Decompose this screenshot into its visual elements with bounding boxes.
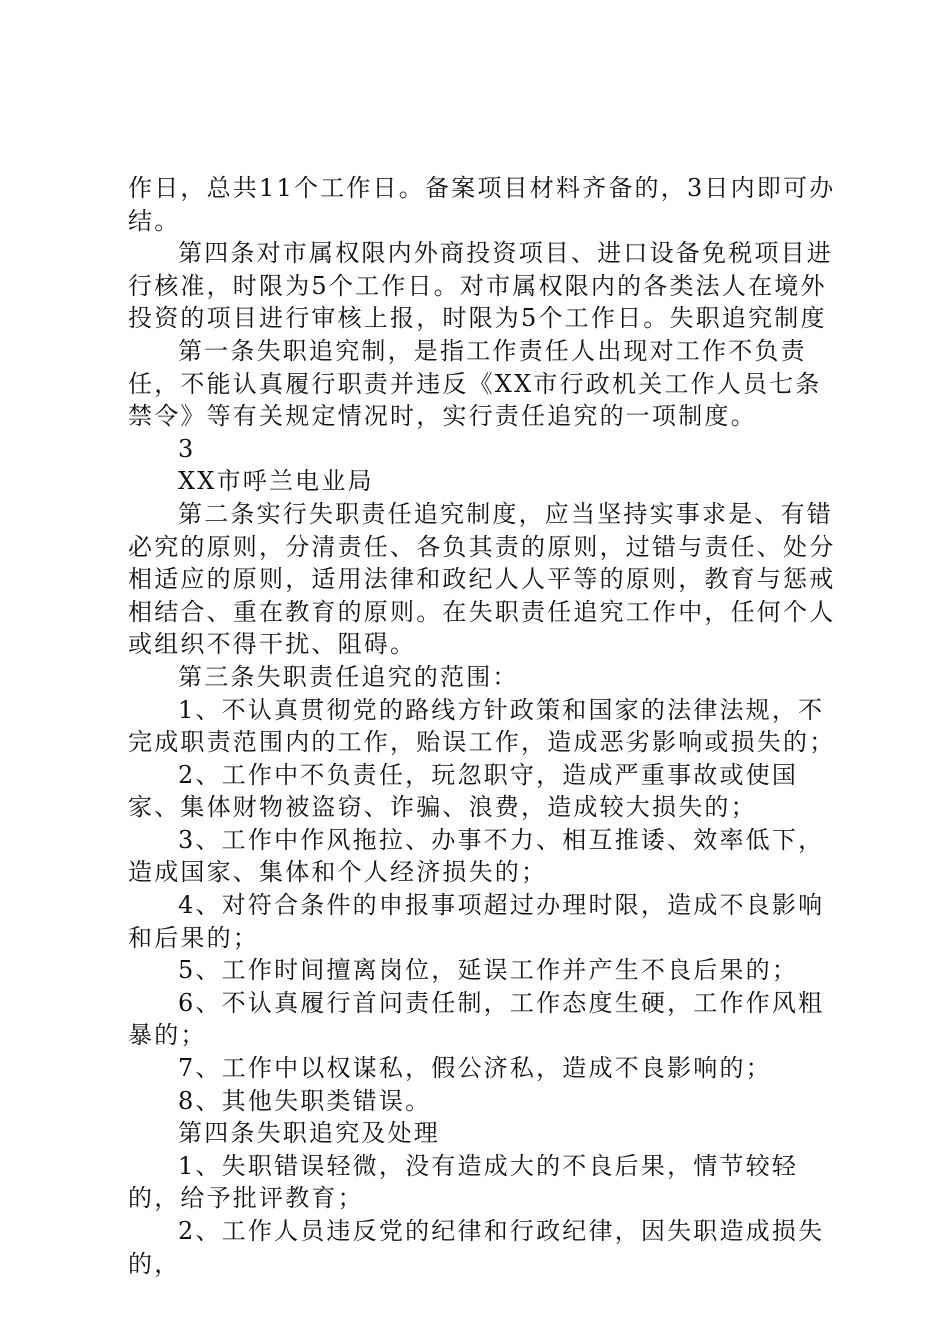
paragraph-continuation: 作日，总共11个工作日。备案项目材料齐备的，3日内即可办结。 [128,174,836,235]
list-item: 4、对符合条件的申报事项超过办理时限，造成不良影响和后果的； [128,891,825,952]
paragraph-article-1-definition: 第一条失职追究制，是指工作责任人出现对工作不负责任，不能认真履行职责并违反《XX市行政机关工作人员七条禁令》等有关规定情况时，实行责任追究的一项制度。 [128,336,822,431]
list-item: 2、工作人员违反党的纪律和行政纪律，因失职造成损失的， [128,1217,825,1278]
list-item: 2、工作中不负责任，玩忽职守，造成严重事故或使国家、集体财物被盗窃、诈骗、浪费，造成较大损失的； [128,760,799,822]
paragraph-article-4-handling: 第四条失职追究及处理 [178,1119,440,1148]
list-item: 3、工作中作风拖拉、办事不力、相互推诿、效率低下，造成国家、集体和个人经济损失的； [128,825,825,887]
paragraph-article-2-principles: 第二条实行失职责任追究制度，应当坚持实事求是、有错必究的原则，分清责任、各负其责的原则，过错与责任、处分相适应的原则，适用法律和政纪人人平等的原则，教育与惩戒相结合、重在教育的原则。在失职责任追究工作中，任何个人或组织不得干扰、阻碍。 [128,499,836,659]
document-body [128,172,838,1280]
list-item: 8、其他失职类错误。 [178,1086,432,1115]
paragraph-article-3-scope: 第三条失职责任追究的范围： [178,662,519,691]
page-number: 3 [178,434,196,463]
paragraph-article-4-approval: 第四条对市属权限内外商投资项目、进口设备免税项目进行核准，时限为5个工作日。对市属权限内的各类法人在境外投资的项目进行审核上报，时限为5个工作日。失职追究制度 [128,239,833,333]
list-item: 1、失职错误轻微，没有造成大的不良后果，情节较轻的，给予批评教育； [128,1151,799,1213]
list-item: 5、工作时间擅离岗位，延误工作并产生不良后果的； [178,956,799,985]
organization-name: XX市呼兰电业局 [178,467,374,496]
list-item: 1、不认真贯彻党的路线方针政策和国家的法律法规，不完成职责范围内的工作，贻误工作，造成恶劣影响或损失的； [128,695,836,757]
list-item: 6、不认真履行首问责任制，工作态度生硬，工作作风粗暴的； [128,988,825,1050]
list-item: 7、工作中以权谋私，假公济私，造成不良影响的； [178,1054,772,1083]
